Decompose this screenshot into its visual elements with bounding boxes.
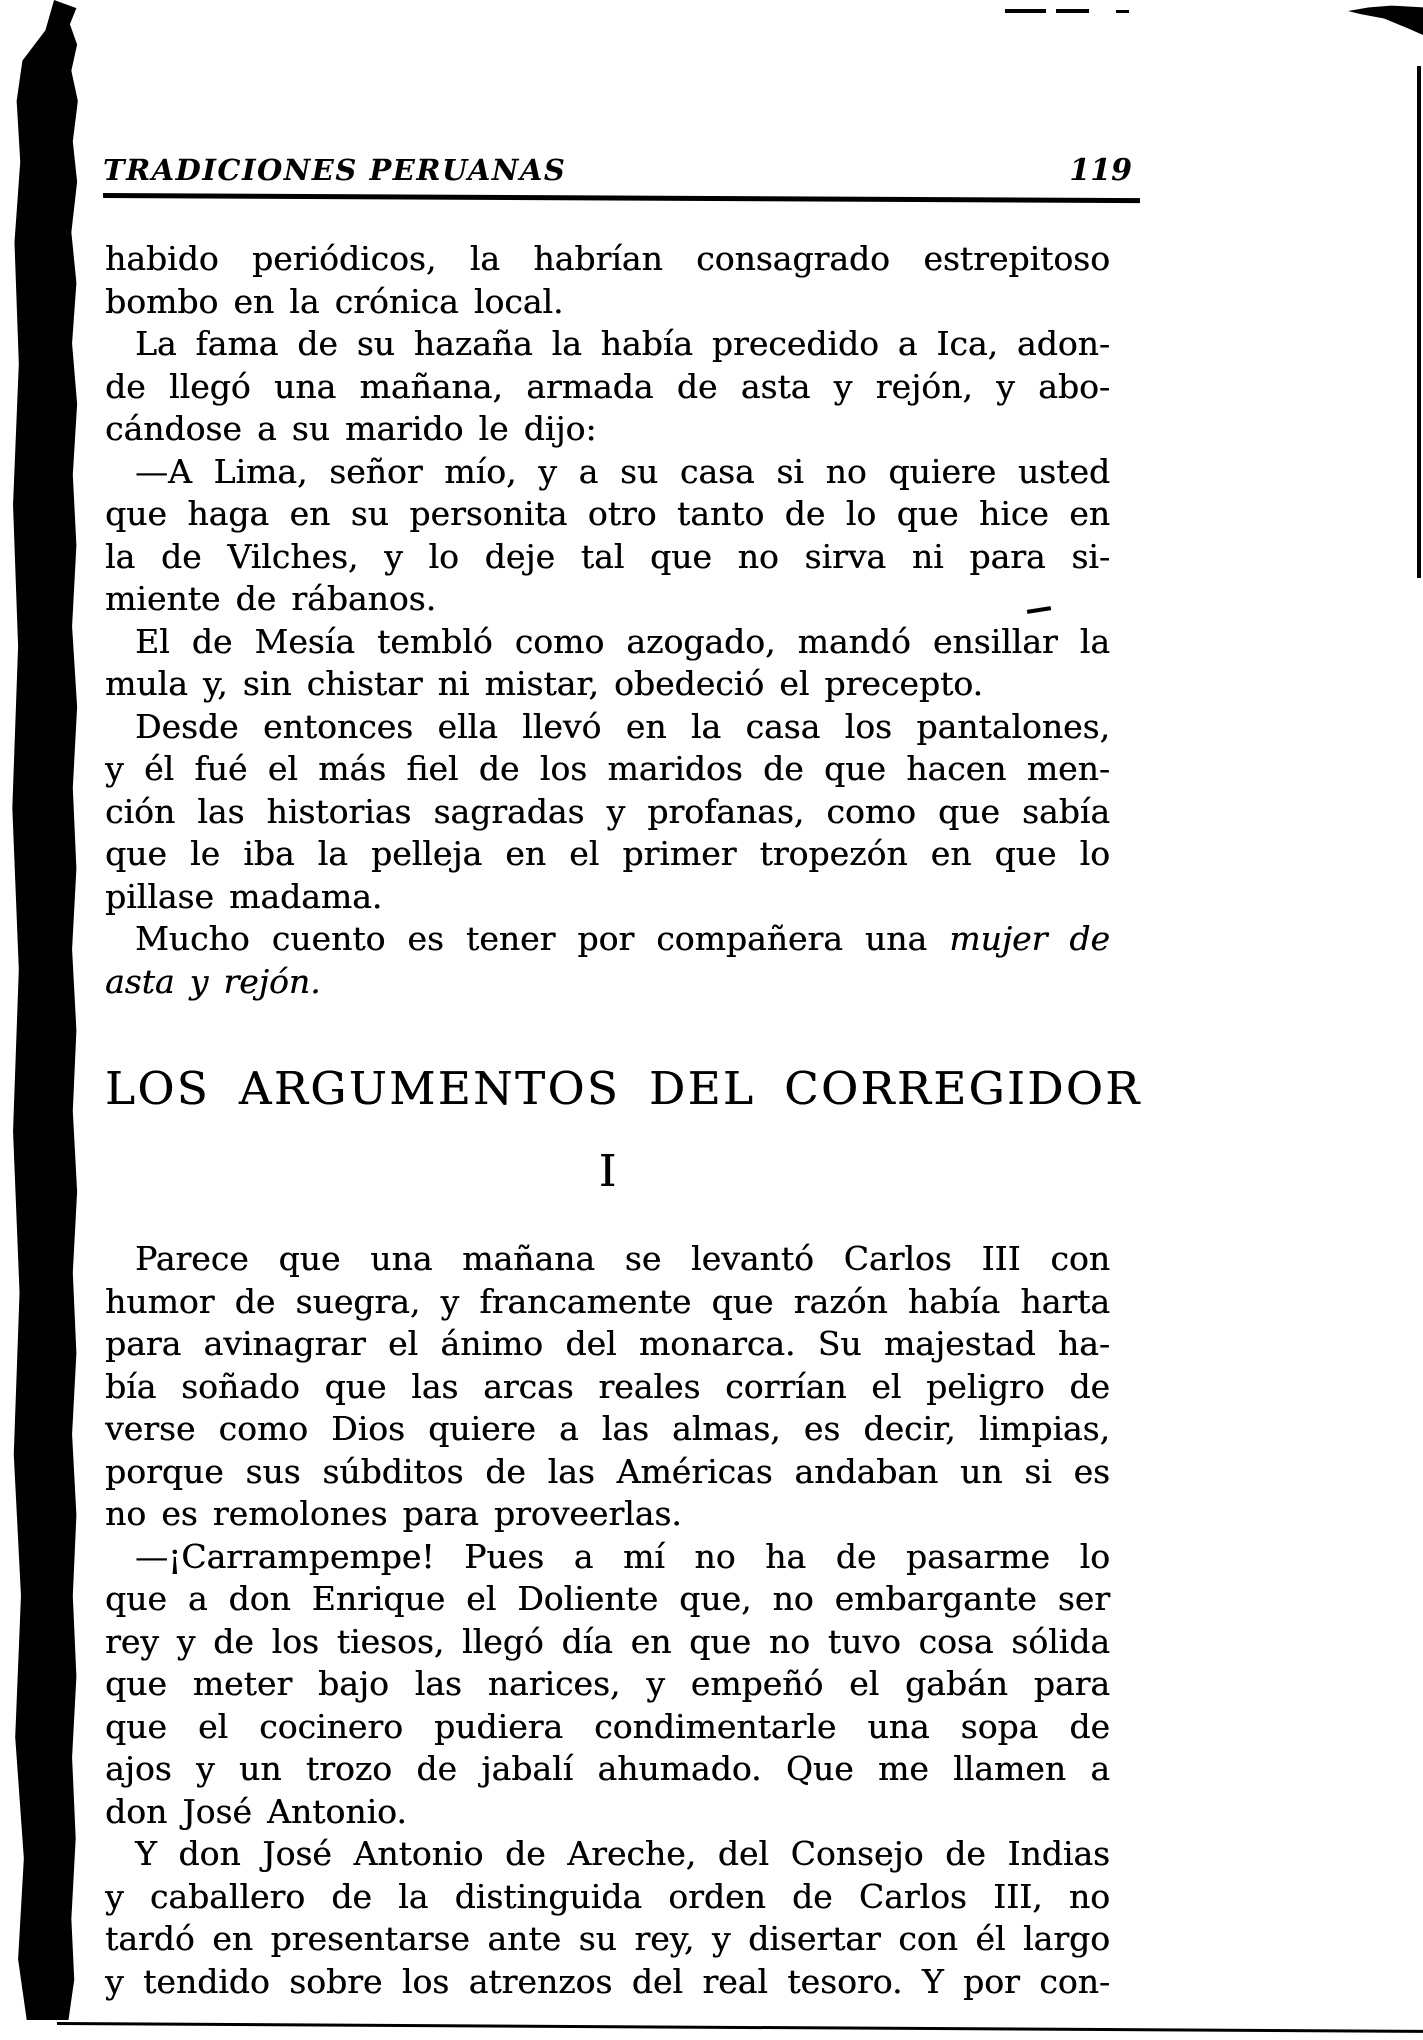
- running-head: [103, 153, 1138, 188]
- text-line: —A Lima, señor mío, y a su casa si no quiere usted: [135, 451, 1110, 491]
- top-right-corner-mark: [1348, 5, 1423, 35]
- text-line: para avinagrar el ánimo del monarca. Su majestad ha-: [105, 1324, 1110, 1363]
- text-line: [105, 961, 1110, 1004]
- text-line: y tendido sobre los atrenzos del real tesoro. Y por con-: [105, 1961, 1110, 2001]
- text-line: miente de rábanos.: [105, 579, 437, 618]
- text-line: bombo en la crónica local.: [105, 281, 564, 321]
- italic-text-segment: asta y rejón.: [105, 961, 321, 1001]
- left-gutter-shadow: [8, 0, 80, 2020]
- section-numeral: I: [598, 1146, 617, 1197]
- text-line: ajos y un trozo de jabalí ahumado. Que me llamen a: [105, 1749, 1110, 1788]
- text-line: la de Vilches, y lo deje tal que no sirva ni para si-: [105, 536, 1110, 576]
- text-block-2: [105, 1238, 1110, 2003]
- text-line: cándose a su marido le dijo:: [105, 409, 597, 448]
- section-heading: LOS ARGUMENTOS DEL CORREGIDOR: [105, 1062, 1142, 1115]
- text-line: verse como Dios quiere a las almas, es decir, limpias,: [105, 1409, 1110, 1448]
- top-edge-dashes: [1005, 8, 1145, 14]
- text-line: y él fué el más fiel de los maridos de que hacen men-: [105, 749, 1110, 788]
- dash-mark: [1056, 9, 1089, 13]
- text-line: Desde entonces ella llevó en la casa los pantalones,: [135, 706, 1110, 746]
- text-line: pillase madama.: [105, 876, 383, 916]
- dash-mark: [1116, 10, 1129, 13]
- right-edge-line: [1417, 66, 1421, 578]
- text-line: que haga en su personita otro tanto de lo que hice en: [105, 494, 1110, 533]
- text-line: ción las historias sagradas y profanas, como que sabía: [105, 791, 1110, 831]
- text-line: que el cocinero pudiera condimentarle una sopa de: [105, 1706, 1110, 1746]
- text-line: habido periódicos, la habrían consagrado estrepitoso: [105, 239, 1110, 278]
- text-line: tardó en presentarse ante su rey, y disertar con él largo: [105, 1919, 1110, 1958]
- text-segment: Mucho cuento es tener por compañera una: [135, 919, 950, 958]
- text-line: humor de suegra, y francamente que razón había harta: [105, 1281, 1110, 1321]
- text-block-1: [105, 238, 1110, 1003]
- text-line: don José Antonio.: [105, 1791, 407, 1831]
- text-line: que meter bajo las narices, y empeñó el gabán para: [105, 1664, 1110, 1703]
- running-head-title: TRADICIONES PERUANAS: [103, 153, 567, 187]
- page-number: 119: [1069, 153, 1132, 188]
- text-line: de llegó una mañana, armada de asta y rejón, y abo-: [105, 366, 1110, 406]
- text-line: que a don Enrique el Doliente que, no embargante ser: [105, 1579, 1110, 1618]
- italic-text-segment: mujer de: [949, 919, 1110, 958]
- text-line: que le iba la pelleja en el primer tropezón en que lo: [105, 834, 1110, 873]
- text-line: rey y de los tiesos, llegó día en que no tuvo cosa sólida: [105, 1621, 1110, 1661]
- text-line: [105, 918, 1110, 961]
- text-line: bía soñado que las arcas reales corrían el peligro de: [105, 1366, 1110, 1406]
- dash-mark: [1005, 9, 1046, 13]
- header-rule: [103, 193, 1140, 203]
- text-line: mula y, sin chistar ni mistar, obedeció el precepto.: [105, 664, 984, 703]
- text-line: Y don José Antonio de Areche, del Consejo de Indias: [135, 1834, 1110, 1873]
- text-line: y caballero de la distinguida orden de Carlos III, no: [105, 1876, 1110, 1916]
- text-line: Parece que una mañana se levantó Carlos III con: [135, 1239, 1110, 1278]
- bottom-edge-line: [57, 2022, 1423, 2033]
- text-line: porque sus súbditos de las Américas andaban un si es: [105, 1451, 1110, 1491]
- text-line: —¡Carrampempe! Pues a mí no ha de pasarme lo: [135, 1536, 1110, 1576]
- text-line: El de Mesía tembló como azogado, mandó ensillar la: [135, 621, 1110, 661]
- text-line: no es remolones para proveerlas.: [105, 1494, 682, 1533]
- text-line: La fama de su hazaña la había precedido a Ica, adon-: [135, 324, 1110, 363]
